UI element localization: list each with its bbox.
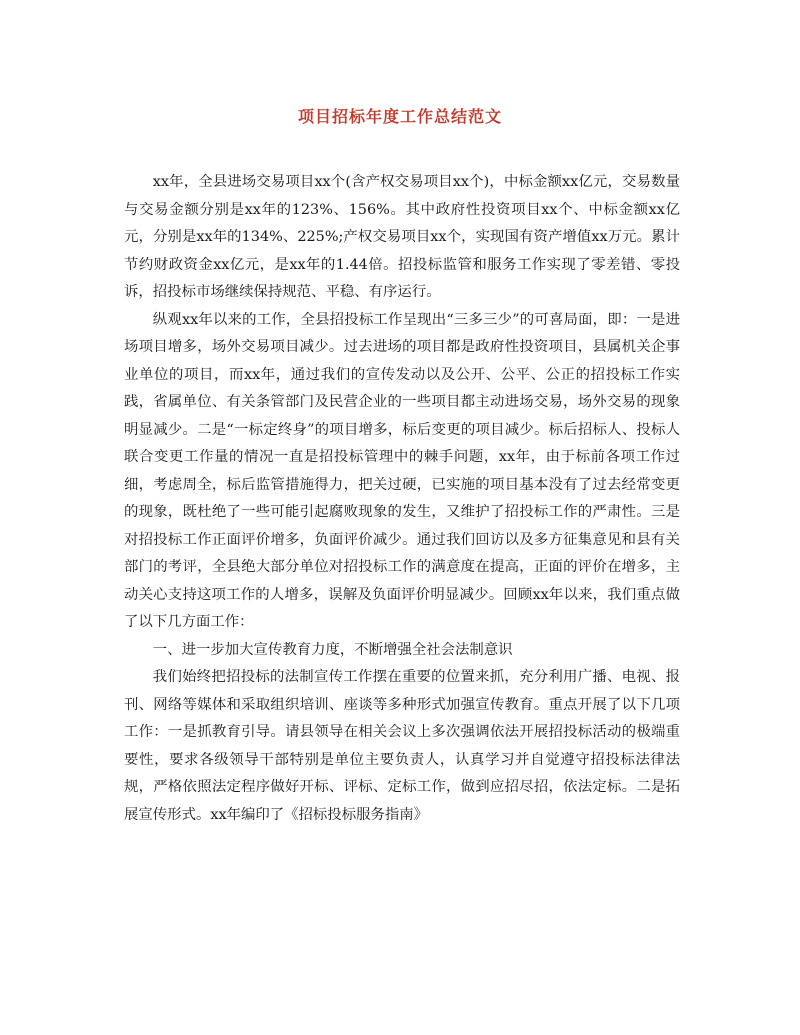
paragraph-publicity: 我们始终把招投标的法制宣传工作摆在重要的位置来抓，充分利用广播、电视、报刊、网络等媒体和采取组织培训、座谈等多种形式加强宣传教育。重点开展了以下几项工作：一是抓教育引导。请县领导在相关会议上多次强调依法开展招投标活动的极端重要性，要求各级领导干部特别是单位主要负责人，认真学习并自觉遵守招投标法律法规，严格依照法定程序做好开标、评标、定标工作，做到应招尽招，依法定标。二是拓展宣传形式。xx年编印了《招标投标服务指南》 (124, 669, 680, 823)
section-heading: 一、进一步加大宣传教育力度，不断增强全社会法制意识 (152, 641, 513, 658)
document-body (124, 169, 680, 829)
paragraph-summary: xx年，全县进场交易项目xx个(含产权交易项目xx个)，中标金额xx亿元，交易数量与交易金额分别是xx年的123%、156%。其中政府性投资项目xx个、中标金额xx亿元，分别是xx年的134%、225%;产权交易项目xx个，实现国有资产增值xx万元。累计节约财政资金xx亿元，是xx年的1.44倍。招投标监管和服务工作实现了零差错、零投诉，招投标市场继续保持规范、平稳、有序运行。 (124, 174, 680, 300)
paragraph-overview: 纵观xx年以来的工作，全县招投标工作呈现出“三多三少”的可喜局面，即：一是进场项目增多，场外交易项目减少。过去进场的项目都是政府性投资项目，县属机关企事业单位的项目，而xx年，通过我们的宣传发动以及公开、公平、公正的招投标工作实践，省属单位、有关条管部门及民营企业的一些项目都主动进场交易，场外交易的现象明显减少。二是“一标定终身”的项目增多，标后变更的项目减少。标后招标人、投标人联合变更工作量的情况一直是招投标管理中的棘手问题，xx年，由于标前各项工作过细，考虑周全，标后监管措施得力，把关过硬，已实施的项目基本没有了过去经常变更的现象，既杜绝了一些可能引起腐败现象的发生，又维护了招投标工作的严肃性。三是对招投标工作正面评价增多，负面评价减少。通过我们回访以及多方征集意见和县有关部门的考评，全县绝大部分单位对招投标工作的满意度在提高，正面的评价在增多，主动关心支持这项工作的人增多，误解及负面评价明显减少。回顾xx年以来，我们重点做了以下几方面工作： (124, 311, 680, 630)
document-title: 项目招标年度工作总结范文 (297, 107, 502, 126)
